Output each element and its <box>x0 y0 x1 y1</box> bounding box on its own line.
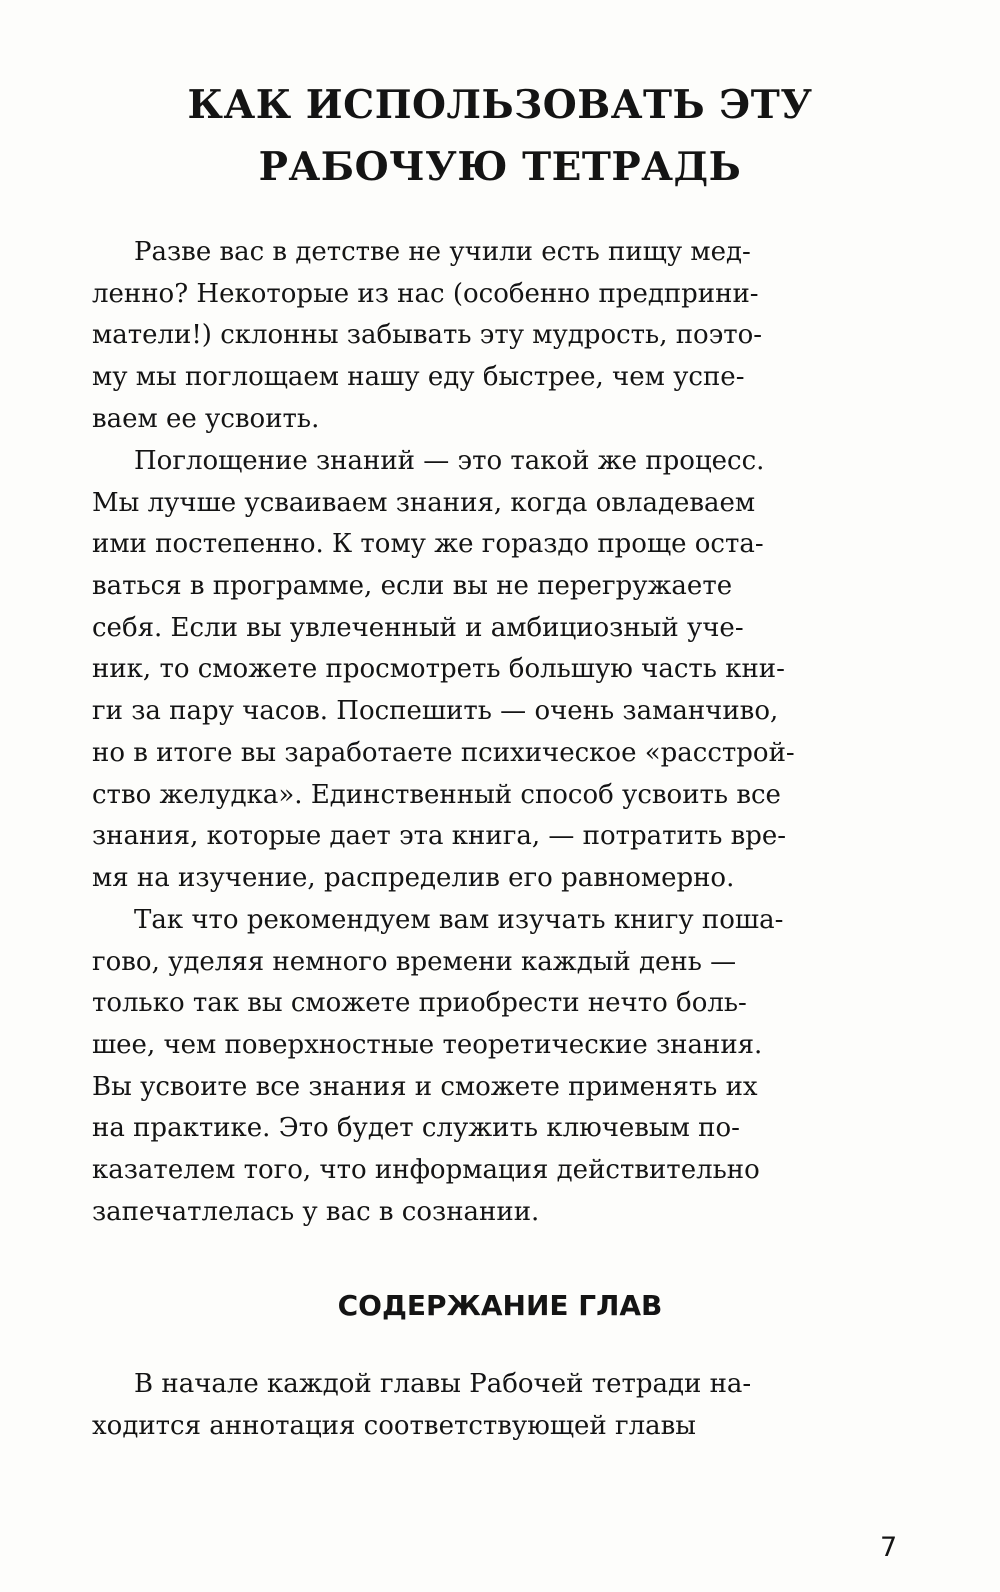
text-line: ходится аннотация соответствующей главы <box>92 1410 696 1441</box>
text-line: Вы усвоите все знания и сможете применять их <box>92 1071 758 1102</box>
paragraph-3 <box>92 900 902 1234</box>
text-line: матели!) склонны забывать эту мудрость, поэто- <box>92 320 763 351</box>
text-line: ими постепенно. К тому же гораздо проще оста- <box>92 529 764 560</box>
section-title: СОДЕРЖАНИЕ ГЛАВ <box>337 1289 663 1322</box>
text-line: казателем того, что информация действительно <box>92 1155 760 1186</box>
text-line: шее, чем поверхностные теоретические знания. <box>92 1030 763 1061</box>
text-line: ство желудка». Единственный способ усвоить все <box>92 779 781 810</box>
section-paragraph <box>92 1364 902 1447</box>
text-line: ги за пару часов. Поспешить — очень заманчиво, <box>92 696 779 727</box>
text-line: ваться в программе, если вы не перегружаете <box>92 571 733 602</box>
text-line: В начале каждой главы Рабочей тетради на- <box>134 1369 752 1399</box>
page-title <box>90 74 910 198</box>
text-line: себя. Если вы увлеченный и амбициозный уче- <box>92 612 744 643</box>
page-number: 7 <box>880 1532 898 1563</box>
text-line: запечатлелась у вас в сознании. <box>92 1196 540 1227</box>
text-line: ваем ее усвоить. <box>92 403 320 434</box>
paragraph-2 <box>92 441 902 900</box>
paragraph-1 <box>92 232 902 440</box>
text-line: ник, то сможете просмотреть большую часть кни- <box>92 654 785 685</box>
page-title-line-1: КАК ИСПОЛЬЗОВАТЬ ЭТУ <box>187 82 813 128</box>
text-line: на практике. Это будет служить ключевым по- <box>92 1113 740 1144</box>
text-line: Так что рекомендуем вам изучать книгу поша- <box>134 905 784 935</box>
text-line: Поглощение знаний — это такой же процесс. <box>134 446 765 476</box>
text-line: Разве вас в детстве не учили есть пищу мед- <box>134 237 751 267</box>
text-line: му мы поглощаем нашу еду быстрее, чем успе- <box>92 362 745 393</box>
text-line: но в итоге вы заработаете психическое «расстрой- <box>92 737 795 768</box>
text-line: только так вы сможете приобрести нечто боль- <box>92 988 747 1019</box>
text-line: знания, которые дает эта книга, — потратить вре- <box>92 821 787 852</box>
text-line: Мы лучше усваиваем знания, когда овладеваем <box>92 487 756 518</box>
text-line: гово, уделяя немного времени каждый день — <box>92 946 737 977</box>
text-line: мя на изучение, распределив его равномерно. <box>92 862 735 893</box>
page-title-line-2: РАБОЧУЮ ТЕТРАДЬ <box>258 144 742 190</box>
text-line: ленно? Некоторые из нас (особенно предприни- <box>92 278 759 309</box>
